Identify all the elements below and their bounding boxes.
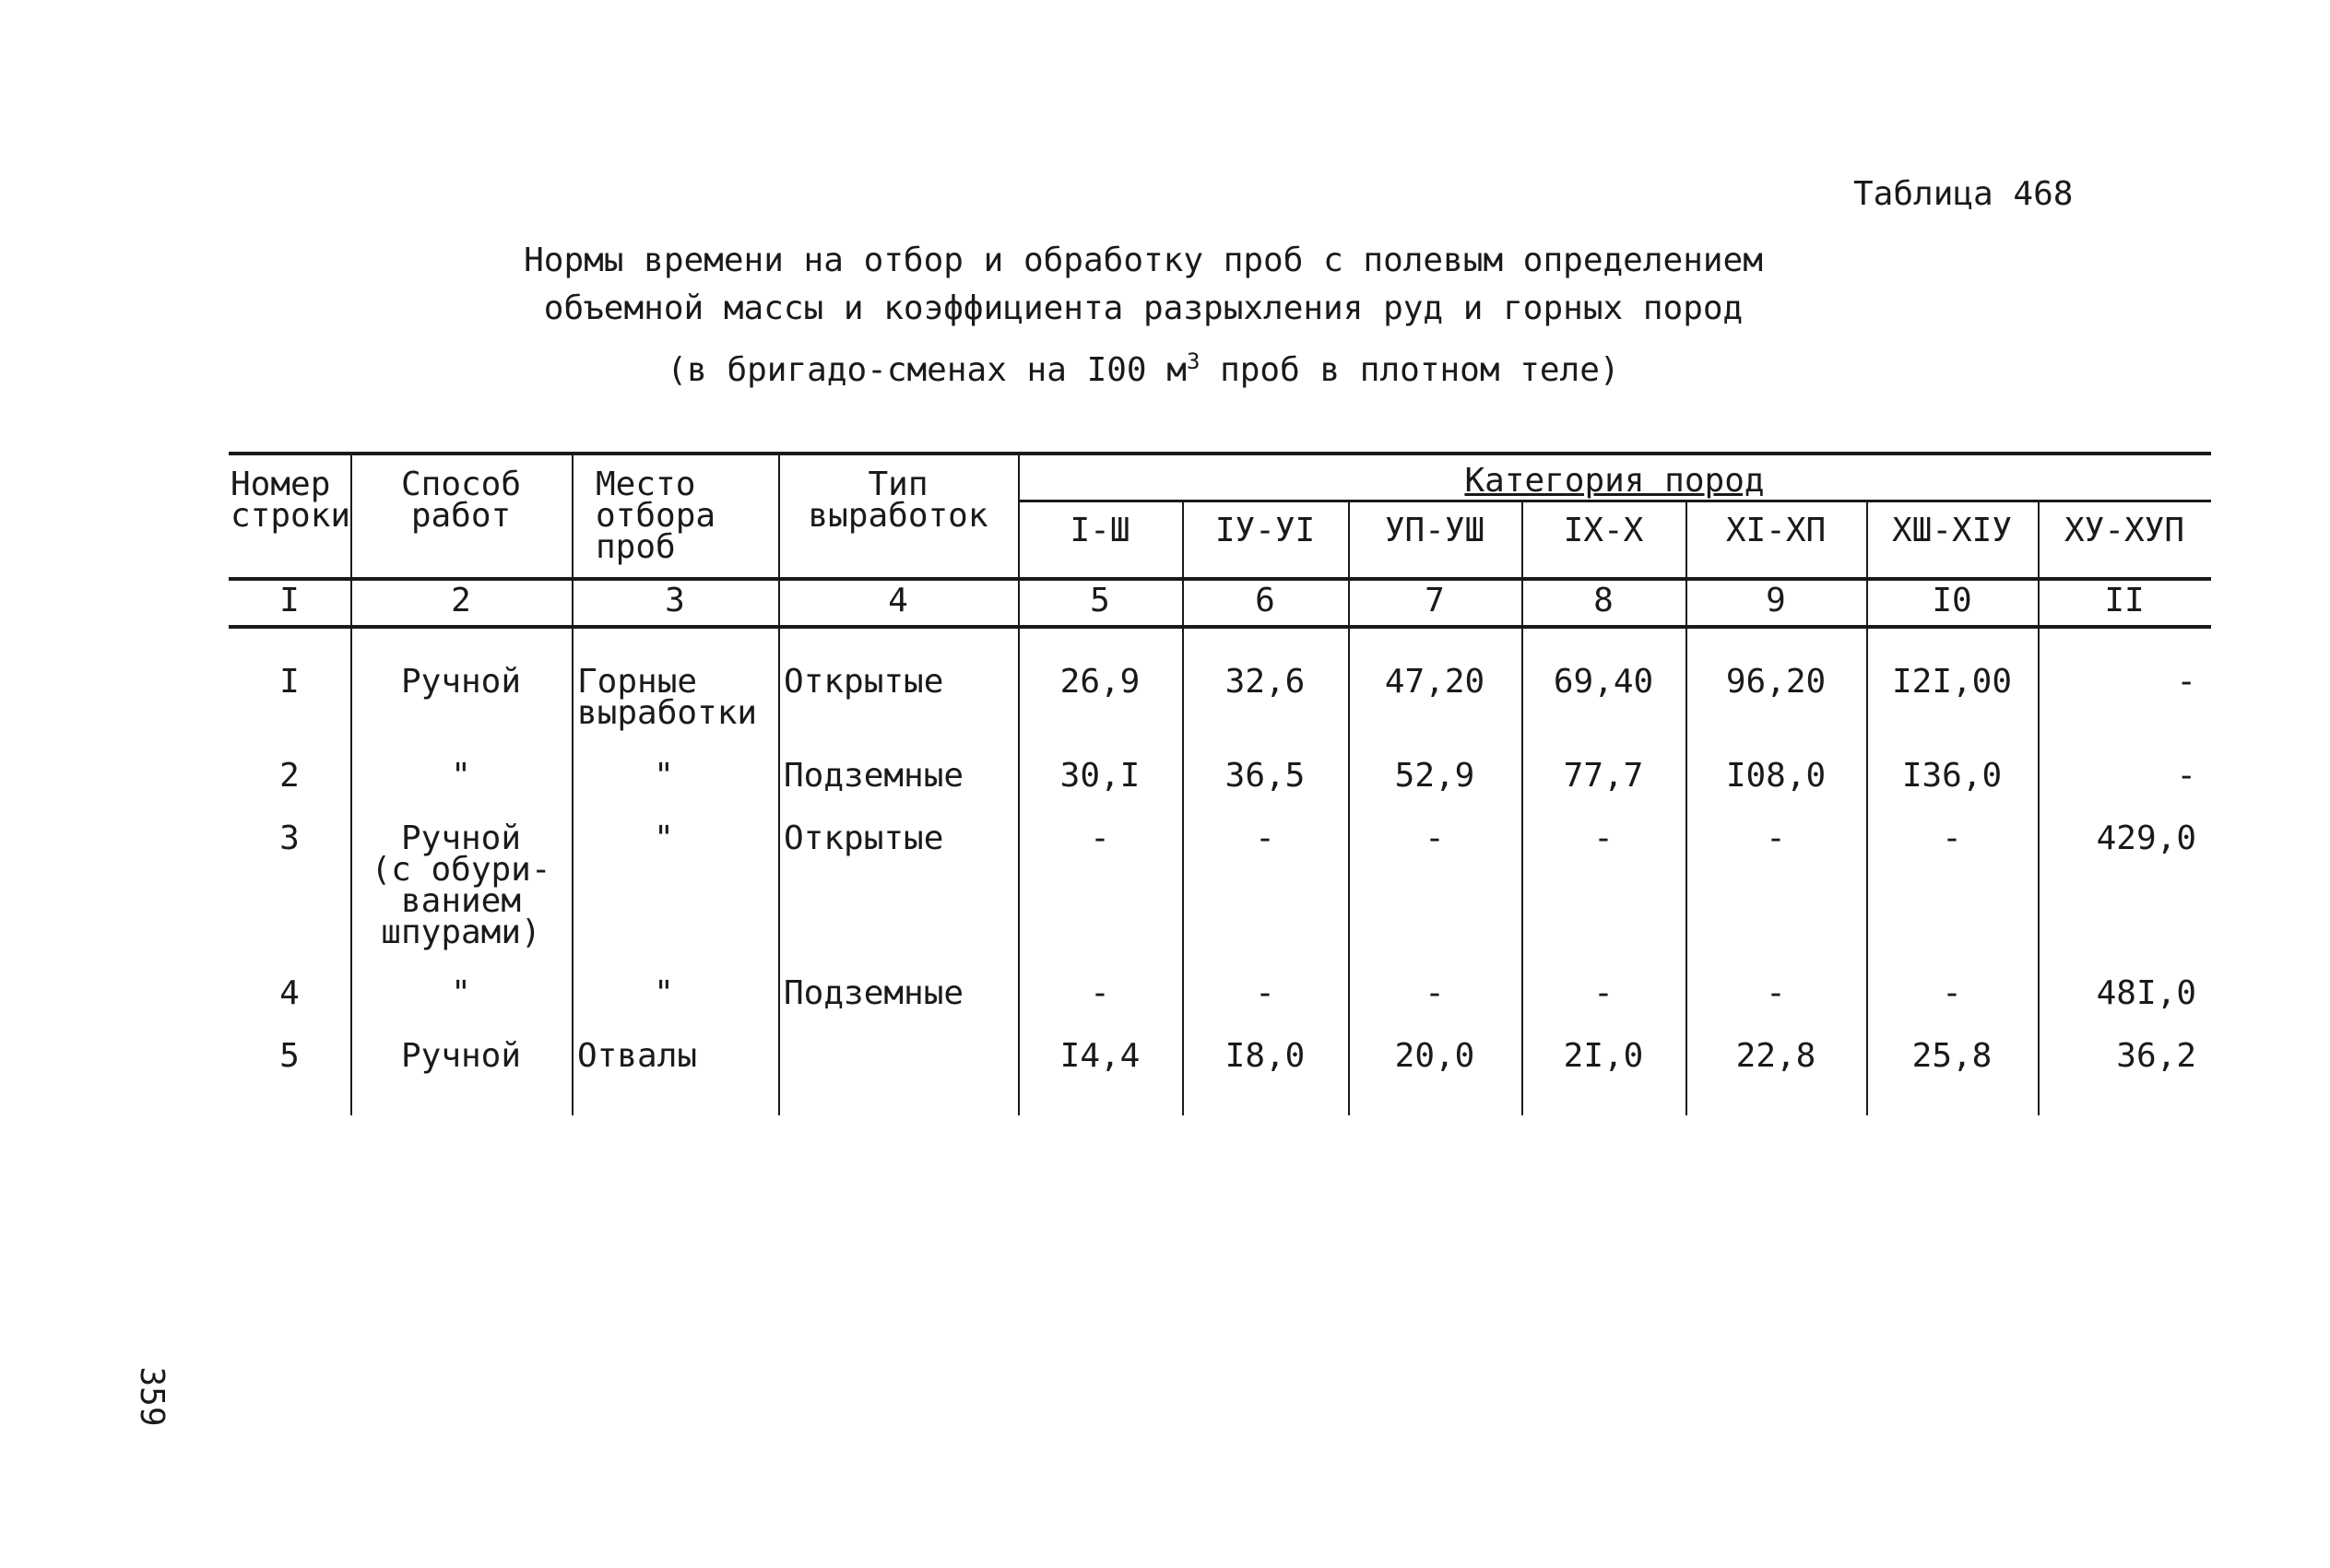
row-type: Открытые	[784, 819, 944, 857]
row-value: -	[1090, 974, 1110, 1012]
table-label: Таблица 468	[1853, 175, 2074, 213]
title-units-suffix: проб в плотном теле)	[1200, 351, 1620, 389]
header-category: IУ-УI	[1214, 512, 1316, 549]
row-value: -	[1255, 819, 1275, 857]
header-place-line: проб	[596, 528, 676, 566]
column-number: I	[279, 582, 300, 619]
row-place: "	[654, 819, 674, 857]
row-value: 32,6	[1224, 663, 1306, 701]
row-number: 2	[279, 757, 300, 795]
row-method: Ручной	[400, 1037, 522, 1075]
table-title-line-1: Нормы времени на отбор и обработку проб с полевым определением	[524, 242, 1763, 279]
column-number: 5	[1090, 582, 1110, 619]
column-divider-3	[778, 452, 780, 1115]
row-value: I4,4	[1059, 1037, 1141, 1075]
row-value: -	[1593, 819, 1614, 857]
header-place-line: Место	[596, 466, 696, 503]
header-category-group: Категория пород	[1464, 462, 1765, 500]
column-number: 9	[1766, 582, 1786, 619]
table-top-rule	[229, 452, 2211, 455]
title-units-prefix: (в бригадо-сменах на I00 м	[667, 351, 1187, 389]
column-number-bottom-rule	[229, 625, 2211, 629]
column-number: 2	[451, 582, 471, 619]
column-number: II	[2104, 582, 2145, 619]
header-category: XI-XП	[1725, 512, 1827, 549]
row-number: 4	[279, 974, 300, 1012]
row-value: -	[1766, 974, 1786, 1012]
row-value: 52,9	[1394, 757, 1475, 795]
header-row_number-line: Номер	[231, 466, 331, 503]
header-category: IX-X	[1563, 512, 1644, 549]
row-value: -	[1942, 974, 1962, 1012]
row-value: 69,40	[1553, 663, 1654, 701]
header-row_number-line: строки	[231, 497, 351, 535]
row-place: "	[654, 974, 674, 1012]
row-type: Открытые	[784, 663, 944, 701]
header-bottom-rule	[229, 577, 2211, 581]
row-method: "	[451, 757, 471, 795]
row-value: I08,0	[1725, 757, 1827, 795]
header-category: XУ-XУП	[2064, 512, 2185, 549]
row-method: шпурами)	[381, 914, 541, 951]
row-value: -	[1255, 974, 1275, 1012]
row-value: 2I,0	[1563, 1037, 1644, 1075]
row-value: 48I,0	[2096, 974, 2196, 1012]
table-title-line-2: объемной массы и коэффициента разрыхления руд и горных пород	[543, 289, 1744, 327]
row-method: Ручной	[400, 663, 522, 701]
row-method: ванием	[400, 882, 522, 920]
row-place: Отвалы	[577, 1037, 698, 1075]
row-value: 25,8	[1911, 1037, 1993, 1075]
row-place: "	[654, 757, 674, 795]
row-value: 30,I	[1059, 757, 1141, 795]
row-value: I36,0	[1901, 757, 2003, 795]
header-category: УП-УШ	[1384, 512, 1485, 549]
header-place-line: отбора	[596, 497, 716, 535]
row-value: 77,7	[1563, 757, 1644, 795]
column-number: 7	[1425, 582, 1445, 619]
header-category: XШ-XIУ	[1891, 512, 2013, 549]
row-value: I2I,00	[1891, 663, 2013, 701]
column-number: I0	[1932, 582, 1972, 619]
row-number: 3	[279, 819, 300, 857]
row-number: I	[279, 663, 300, 701]
row-value: -	[1942, 819, 1962, 857]
title-units-superscript: 3	[1186, 348, 1200, 374]
row-number: 5	[279, 1037, 300, 1075]
row-method: Ручной	[400, 819, 522, 857]
row-value: 20,0	[1394, 1037, 1475, 1075]
row-value: 36,2	[2116, 1037, 2196, 1075]
row-value: -	[1425, 819, 1445, 857]
row-value: I8,0	[1224, 1037, 1306, 1075]
row-value: 47,20	[1384, 663, 1485, 701]
row-value: 26,9	[1059, 663, 1141, 701]
column-number: 8	[1593, 582, 1614, 619]
row-value: -	[1425, 974, 1445, 1012]
header-method-line: работ	[410, 497, 512, 535]
row-place: выработки	[577, 694, 758, 732]
row-type: Подземные	[784, 974, 964, 1012]
column-number: 3	[665, 582, 685, 619]
row-value: -	[1766, 819, 1786, 857]
header-type-line: Тип	[868, 466, 928, 503]
row-value: -	[2176, 663, 2196, 701]
column-divider-2	[572, 452, 574, 1115]
column-number: 4	[888, 582, 908, 619]
row-method: "	[451, 974, 471, 1012]
row-value: -	[2176, 757, 2196, 795]
row-value: 36,5	[1224, 757, 1306, 795]
row-method: (с обури-	[371, 851, 551, 889]
category-group-rule	[1018, 500, 2211, 502]
column-number: 6	[1255, 582, 1275, 619]
row-value: -	[1090, 819, 1110, 857]
row-value: -	[1593, 974, 1614, 1012]
row-type: Подземные	[784, 757, 964, 795]
page-number: 359	[133, 1366, 171, 1427]
row-value: 22,8	[1735, 1037, 1816, 1075]
header-type-line: выработок	[808, 497, 988, 535]
row-value: 96,20	[1725, 663, 1827, 701]
row-place: Горные	[577, 663, 698, 701]
norms-table	[229, 452, 2211, 1115]
header-category: I-Ш	[1070, 512, 1130, 549]
table-title-line-3	[387, 348, 1899, 389]
row-value: 429,0	[2096, 819, 2196, 857]
header-method-line: Способ	[400, 466, 522, 503]
